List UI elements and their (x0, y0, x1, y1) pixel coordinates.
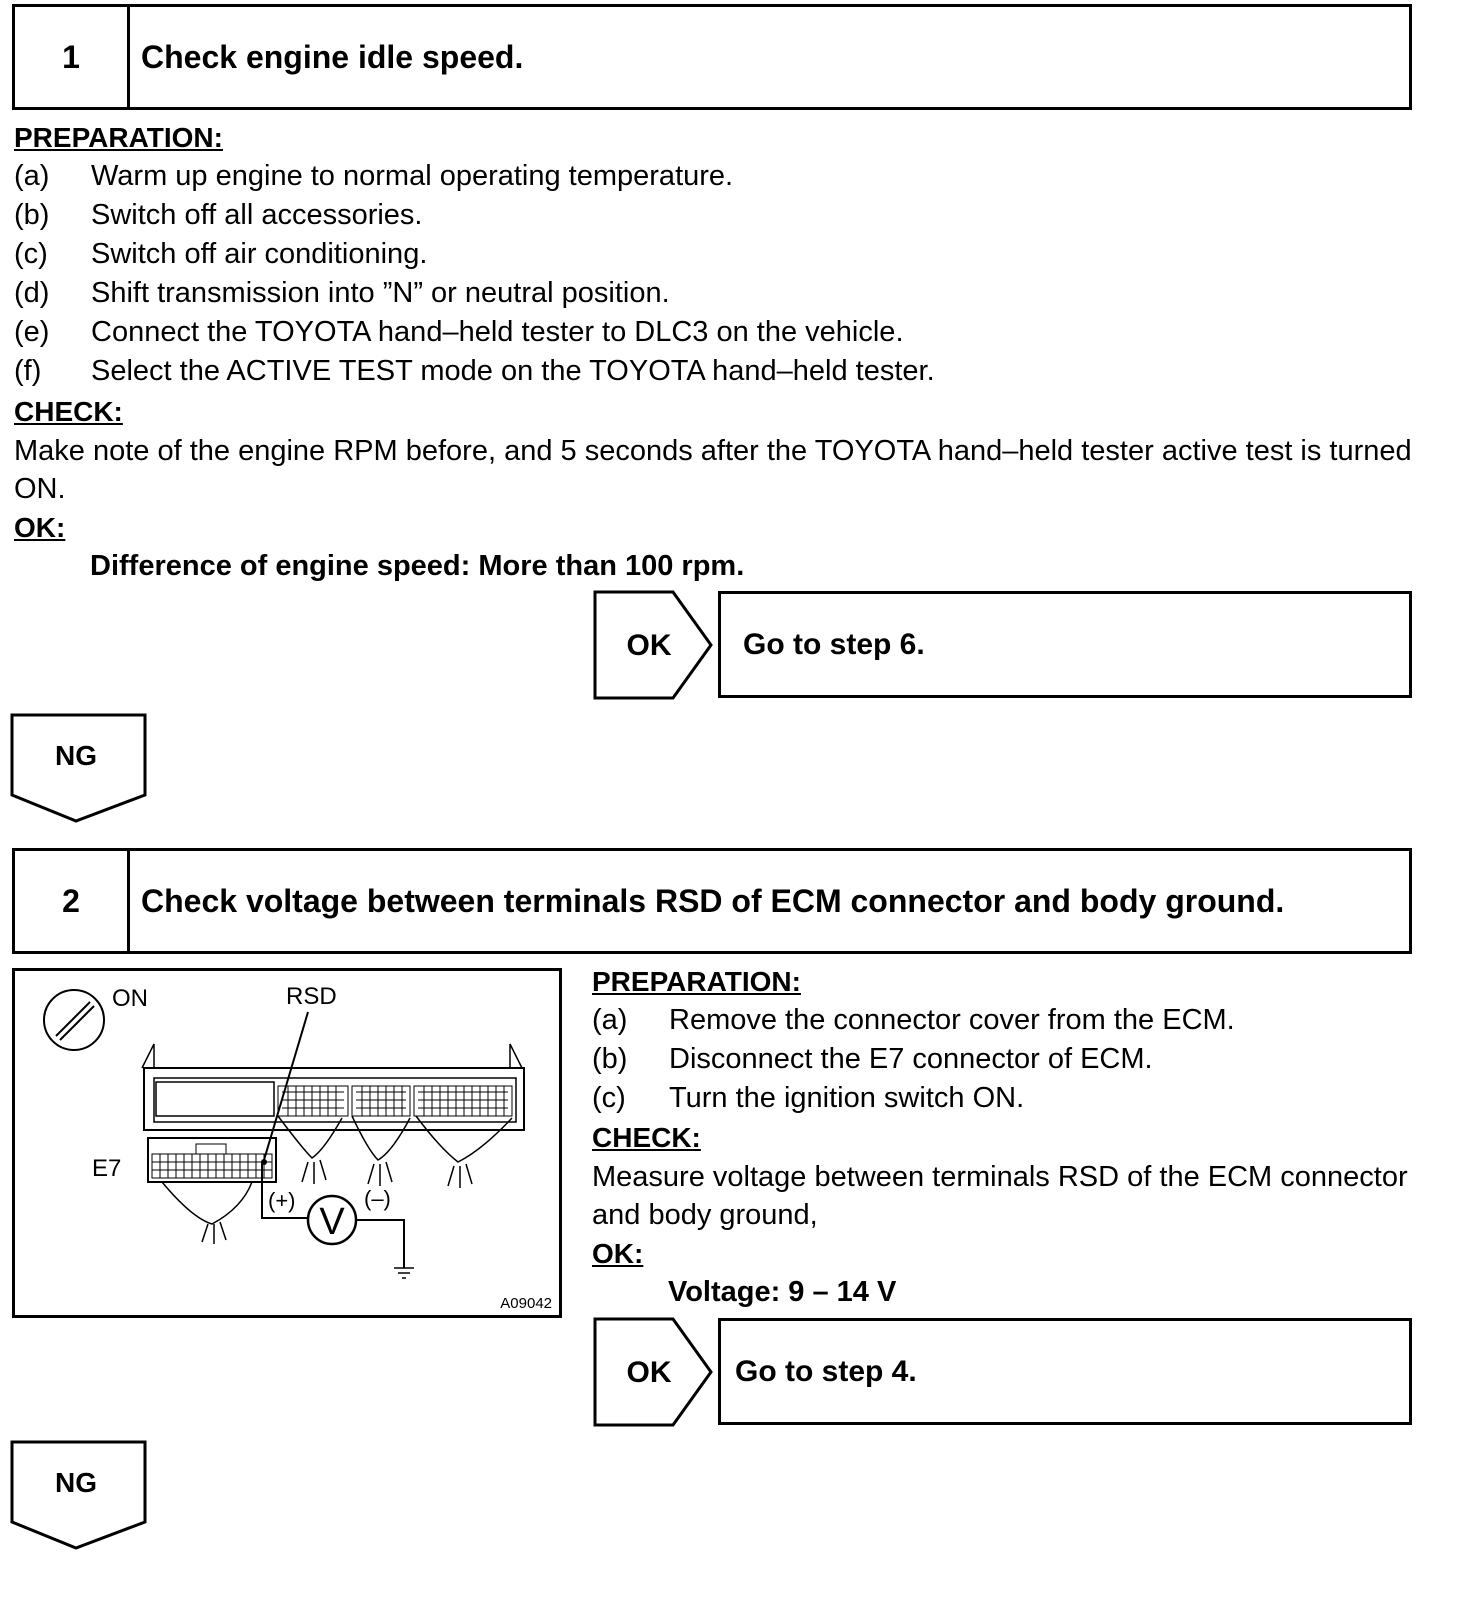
prep-letter: (e) (14, 316, 50, 348)
step-1-ok-spec: Difference of engine speed: More than 100 rpm. (90, 550, 745, 582)
prep-letter: (f) (14, 355, 42, 387)
step-1-preparation-heading: PREPARATION: (14, 122, 223, 153)
step-1-ok-arrow (593, 590, 717, 700)
minus-probe-label: (–) (364, 1186, 391, 1211)
step-1-ok-result: Go to step 6. (743, 627, 925, 661)
prep-letter: (c) (14, 238, 48, 270)
step-2-preparation-heading: PREPARATION: (592, 966, 801, 997)
step-2-ok-heading: OK: (592, 1238, 644, 1269)
step-2-check-heading: CHECK: (592, 1122, 701, 1153)
step-1-ok-heading: OK: (14, 512, 66, 543)
step-1-title: Check engine idle speed. (141, 38, 524, 75)
figure-code: A09042 (500, 1295, 552, 1312)
prep-letter: (a) (14, 160, 50, 192)
step-1-check-text: Make note of the engine RPM before, and 5 seconds after the TOYOTA hand–held tester active test is turned ON. (14, 435, 1412, 505)
ecm-connector-diagram (12, 968, 562, 1320)
prep-text: Disconnect the E7 connector of ECM. (669, 1043, 1153, 1075)
step-2-ok-arrow (593, 1317, 717, 1427)
step-2-number: 2 (15, 851, 130, 951)
prep-text: Turn the ignition switch ON. (669, 1082, 1025, 1114)
step-1-header (12, 4, 1412, 110)
step-1-ok-result-box (718, 591, 1412, 698)
step-2-ok-label: OK (626, 1356, 672, 1389)
prep-letter: (b) (14, 199, 50, 231)
step-2-ok-result-box (718, 1318, 1412, 1425)
prep-letter: (c) (592, 1082, 626, 1114)
e7-connector-label: E7 (92, 1155, 122, 1182)
step-1-ok-label: OK (626, 629, 672, 662)
voltmeter-icon (308, 1196, 356, 1244)
plus-probe-label: (+) (268, 1188, 296, 1213)
prep-letter: (b) (592, 1043, 628, 1075)
prep-text: Select the ACTIVE TEST mode on the TOYOTA hand–held tester. (91, 355, 935, 387)
prep-text: Warm up engine to normal operating temperature. (91, 160, 734, 192)
step-2-ok-spec: Voltage: 9 – 14 V (668, 1276, 897, 1308)
prep-text: Remove the connector cover from the ECM. (669, 1004, 1235, 1036)
step-1-ng-arrow (10, 713, 150, 825)
step-2-header (12, 848, 1412, 954)
prep-text: Switch off all accessories. (91, 199, 423, 231)
step-1-number: 1 (15, 7, 130, 107)
prep-letter: (d) (14, 277, 50, 309)
switch-on-label: ON (112, 985, 148, 1012)
step-2-ng-arrow (10, 1440, 150, 1552)
prep-text: Switch off air conditioning. (91, 238, 428, 270)
step-1-check-heading: CHECK: (14, 396, 123, 427)
prep-text: Shift transmission into ”N” or neutral position. (91, 277, 670, 309)
prep-text: Connect the TOYOTA hand–held tester to DLC3 on the vehicle. (91, 316, 904, 348)
step-2-ng-label: NG (55, 1467, 97, 1498)
voltmeter-label: V (319, 1201, 345, 1243)
step-1-ng-label: NG (55, 740, 97, 771)
step-2-title: Check voltage between terminals RSD of ECM connector and body ground. (141, 882, 1285, 919)
prep-letter: (a) (592, 1004, 628, 1036)
step-2-ok-result: Go to step 4. (735, 1354, 917, 1388)
step-2-check-text: Measure voltage between terminals RSD of the ECM connector and body ground, (592, 1161, 1408, 1231)
rsd-terminal-label: RSD (286, 983, 337, 1010)
